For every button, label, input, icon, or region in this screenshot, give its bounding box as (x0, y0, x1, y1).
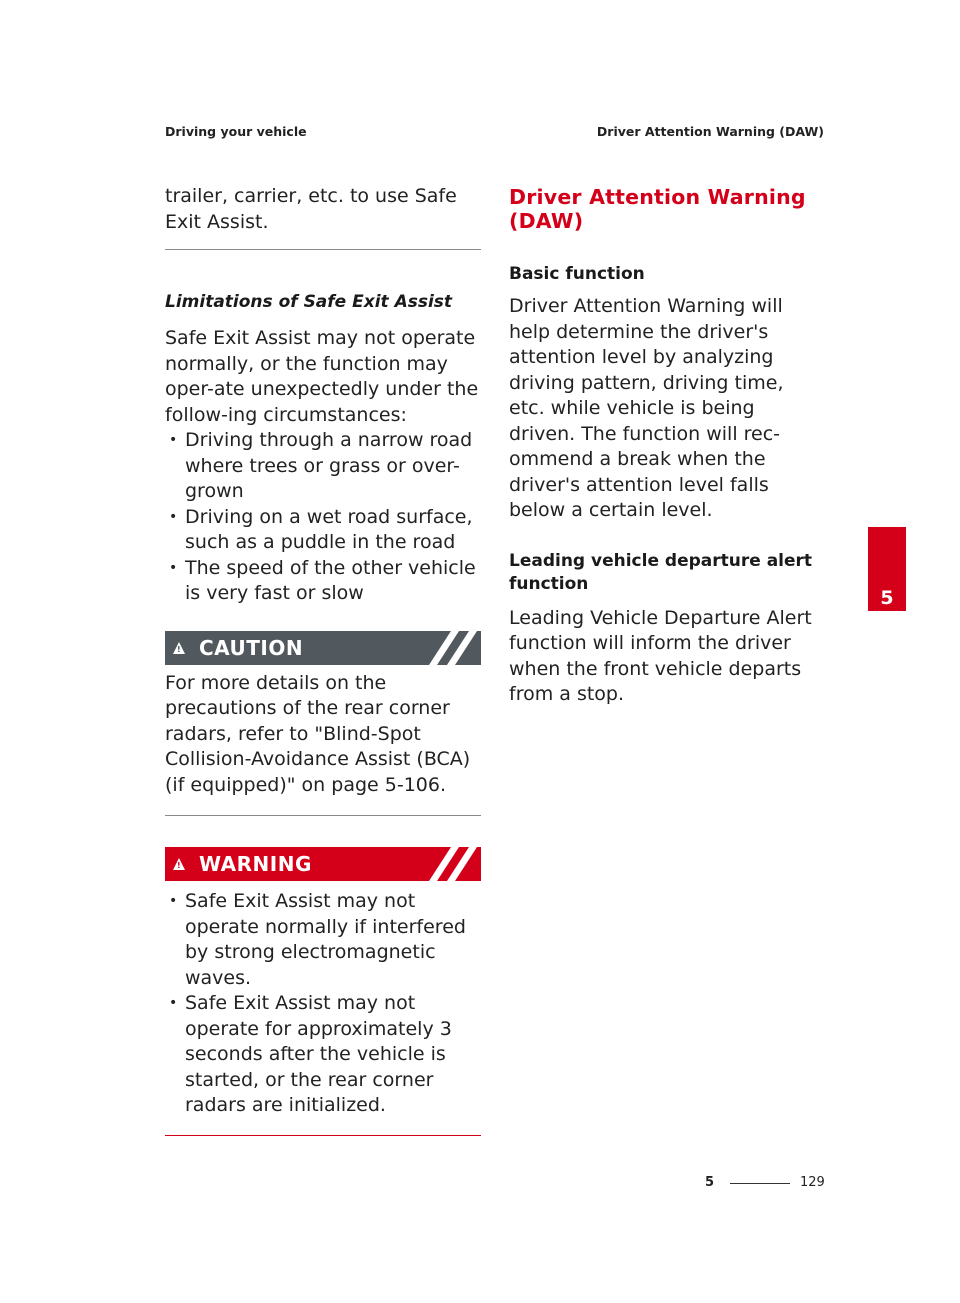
basic-function-heading: Basic function (509, 264, 645, 284)
basic-function-text: Driver Attention Warning will help determine the driver's attention level by analyzing driving pattern, driving time, etc. while vehicle is being driven. The function will rec-ommend a break when the driver's attention level falls below a certain level. (509, 295, 784, 521)
warning-triangle-icon: ! (173, 642, 185, 654)
footer-chapter: 5 (705, 1175, 715, 1190)
divider-red (165, 1135, 481, 1136)
running-header-section: Driving your vehicle (165, 124, 307, 139)
divider (165, 249, 481, 250)
list-item: • Driving through a narrow road where trees or grass or over-grown (165, 428, 481, 505)
stripes-decoration (421, 847, 481, 881)
running-header-topic: Driver Attention Warning (DAW) (596, 124, 824, 139)
chapter-tab (868, 527, 906, 611)
limitations-list (165, 428, 481, 607)
warning-triangle-icon: ! (173, 858, 185, 870)
warning-banner (165, 847, 481, 881)
list-item: • Driving on a wet road surface, such as a puddle in the road (165, 505, 481, 556)
divider (165, 815, 481, 816)
left-column (165, 180, 481, 1136)
section-title: Driver Attention Warning (DAW) (509, 185, 806, 233)
list-item: • Safe Exit Assist may not operate for approximately 3 seconds after the vehicle is started, or the rear corner radars are initialized. (165, 991, 481, 1119)
page-number: 129 (800, 1175, 825, 1190)
leading-vehicle-heading: Leading vehicle departure alert function (509, 550, 813, 594)
warning-label: WARNING (199, 852, 312, 876)
right-column (509, 180, 825, 708)
caution-banner (165, 631, 481, 665)
intro-text: trailer, carrier, etc. to use Safe Exit Assist. (165, 185, 457, 233)
chapter-tab-number: 5 (880, 587, 894, 609)
limitations-heading: Limitations of Safe Exit Assist (165, 292, 453, 312)
leading-vehicle-text: Leading Vehicle Departure Alert function will inform the driver when the front vehicle departs from a stop. (509, 606, 812, 705)
caution-label: CAUTION (199, 635, 304, 660)
list-item: • The speed of the other vehicle is very fast or slow (165, 556, 481, 607)
warning-list (165, 889, 481, 1119)
limitations-text: Safe Exit Assist may not operate normally, or the function may oper-ate unexpectedly under the follow-ing circumstances: (165, 327, 479, 426)
stripes-decoration (421, 631, 481, 665)
caution-text: For more details on the precautions of the rear corner radars, refer to "Blind-Spot Collision-Avoidance Assist (BCA) (if equipped)" on page 5-106. (165, 671, 471, 796)
list-item: • Safe Exit Assist may not operate normally if interfered by strong electromagnetic waves. (165, 889, 481, 991)
footer-rule (730, 1183, 790, 1184)
